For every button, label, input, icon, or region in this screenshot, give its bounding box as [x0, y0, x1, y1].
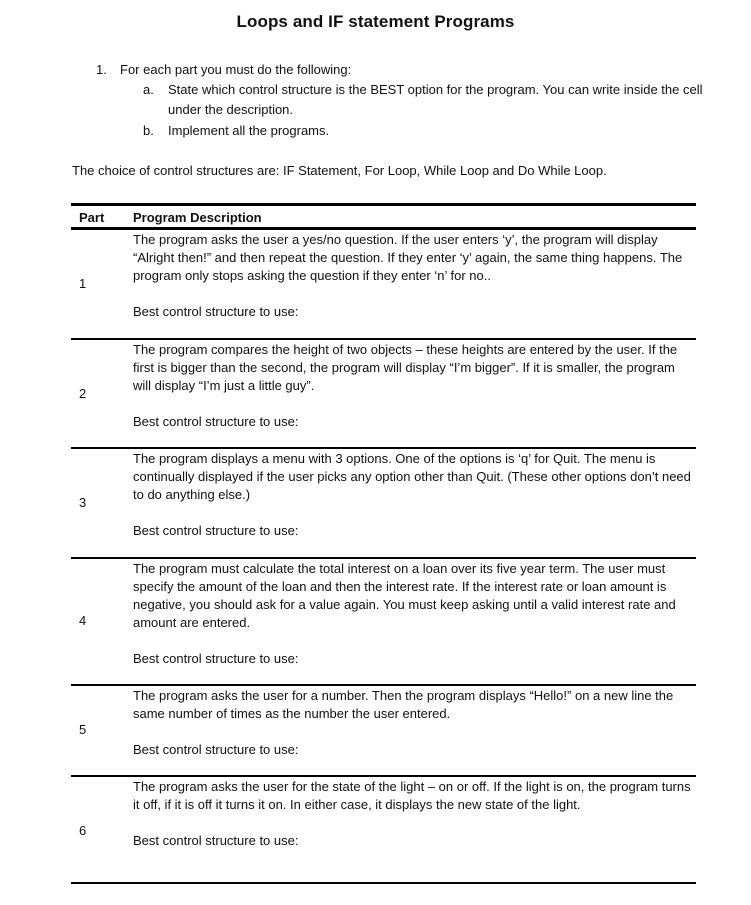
- page-title: Loops and IF statement Programs: [236, 12, 515, 31]
- table-bottom-rule: [71, 882, 696, 884]
- row-rule: [71, 338, 696, 340]
- part-number: 2: [79, 386, 87, 401]
- sub-text: State which control structure is the BEST option for the program. You can write inside the cell under the description.: [168, 82, 703, 117]
- best-structure-label: Best control structure to use:: [133, 414, 299, 429]
- description-text: The program displays a menu with 3 options. One of the options is ‘q’ for Quit. The menu is continually displayed if the user picks any option other than Quit. (These other options don’t need to do anything else.): [133, 451, 691, 502]
- best-structure-label: Best control structure to use:: [133, 742, 299, 757]
- description-text: The program asks the user a yes/no question. If the user enters ‘y’, the program will display “Alright then!” and then repeat the question. If they enter ‘y’ again, the same thing happens. The program only stops asking the question if they enter ‘n’ for no..: [133, 232, 683, 283]
- sub-text: Implement all the programs.: [168, 123, 330, 138]
- best-structure-label: Best control structure to use:: [133, 833, 299, 848]
- program-description: [133, 341, 693, 431]
- part-number: 6: [79, 823, 87, 838]
- program-description: [133, 560, 693, 668]
- instruction-number: 1.: [96, 62, 107, 77]
- program-description: [133, 778, 693, 850]
- row-rule: [71, 447, 696, 449]
- sub-letter: a.: [143, 82, 154, 97]
- table-header-rule: [71, 227, 696, 230]
- description-text: The program asks the user for a number. Then the program displays “Hello!” on a new line the same number of times as the number the user entered.: [133, 688, 674, 721]
- part-number: 1: [79, 276, 87, 291]
- description-text: The program compares the height of two objects – these heights are entered by the user. If the first is bigger than the second, the program will display “I’m bigger”. If it is smaller, the program will display “I’m just a little guy”.: [133, 342, 678, 393]
- program-description: [133, 450, 693, 540]
- row-rule: [71, 684, 696, 686]
- table-top-rule: [71, 203, 696, 206]
- control-structure-choices: The choice of control structures are: IF Statement, For Loop, While Loop and Do While Loop.: [72, 163, 607, 178]
- description-text: The program must calculate the total interest on a loan over its five year term. The user must specify the amount of the loan and then the interest rate. If the interest rate or loan amount is negative, you should ask for a value again. You must keep asking until a valid interest rate and amount are entered.: [133, 561, 676, 630]
- part-number: 3: [79, 495, 87, 510]
- sub-letter: b.: [143, 123, 154, 138]
- part-number: 5: [79, 722, 87, 737]
- program-description: [133, 231, 693, 321]
- instruction-text: For each part you must do the following:: [120, 62, 352, 77]
- best-structure-label: Best control structure to use:: [133, 651, 299, 666]
- row-rule: [71, 557, 696, 559]
- header-part: Part: [79, 210, 105, 225]
- instruction-sub-a: [143, 80, 703, 120]
- program-description: [133, 687, 693, 759]
- instruction-sub-b: [143, 121, 703, 141]
- header-description: Program Description: [133, 210, 262, 225]
- description-text: The program asks the user for the state of the light – on or off. If the light is on, the program turns it off, if it is off it turns it on. In either case, it displays the new state of the light.: [133, 779, 691, 812]
- row-rule: [71, 775, 696, 777]
- part-number: 4: [79, 613, 87, 628]
- instruction-item: [96, 61, 351, 79]
- best-structure-label: Best control structure to use:: [133, 523, 299, 538]
- best-structure-label: Best control structure to use:: [133, 304, 299, 319]
